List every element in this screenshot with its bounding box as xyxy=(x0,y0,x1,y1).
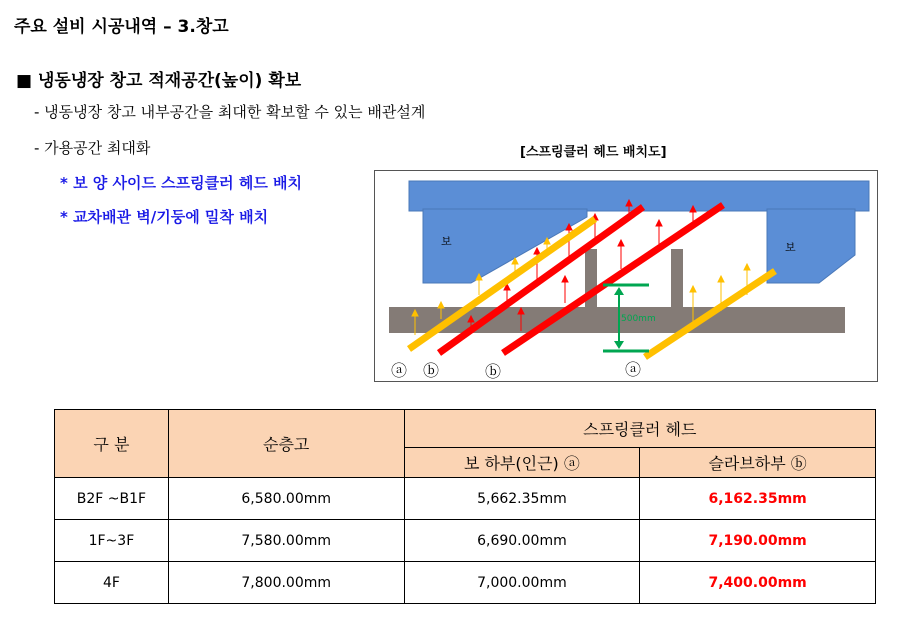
dimension-label: 500mm xyxy=(621,314,656,324)
table-row xyxy=(55,562,876,604)
header-sprinkler-head: 스프링클러 헤드 xyxy=(404,410,875,448)
marker-b-middle: ⓑ xyxy=(485,362,502,381)
cell-category: 4F xyxy=(55,562,169,604)
column xyxy=(671,249,683,309)
beam-label-left: 보 xyxy=(441,235,452,248)
cell-category: B2F ~B1F xyxy=(55,478,169,520)
page-title: 주요 설비 시공내역 – 3.창고 xyxy=(14,17,229,37)
marker-b-left: ⓑ xyxy=(423,361,440,380)
header-below-slab: 슬라브하부 ⓑ xyxy=(640,448,876,478)
diagram-caption: [스프링클러 헤드 배치도] xyxy=(520,145,667,160)
table-row xyxy=(55,520,876,562)
cell-net-height: 7,800.00mm xyxy=(168,562,404,604)
marker-a-right: ⓐ xyxy=(625,360,642,379)
bullet-item: - 냉동냉장 창고 내부공간을 최대한 확보할 수 있는 배관설계 xyxy=(34,103,426,121)
spec-table xyxy=(54,409,876,604)
cell-below-beam: 6,690.00mm xyxy=(404,520,640,562)
sprinkler-layout-diagram xyxy=(374,170,878,382)
header-net-height: 순층고 xyxy=(168,410,404,478)
cell-below-beam: 7,000.00mm xyxy=(404,562,640,604)
highlight-item: * 보 양 사이드 스프링클러 헤드 배치 xyxy=(60,174,303,192)
header-category: 구 분 xyxy=(55,410,169,478)
cell-net-height: 6,580.00mm xyxy=(168,478,404,520)
cell-category: 1F~3F xyxy=(55,520,169,562)
highlight-item: * 교차배관 벽/기둥에 밀착 배치 xyxy=(60,208,269,226)
beam-label-right: 보 xyxy=(785,241,796,254)
marker-a-left: ⓐ xyxy=(391,361,408,380)
diagram-svg xyxy=(375,171,877,381)
cell-below-slab: 7,190.00mm xyxy=(640,520,876,562)
cell-net-height: 7,580.00mm xyxy=(168,520,404,562)
section-heading: ■ 냉동냉장 창고 적재공간(높이) 확보 xyxy=(16,71,302,91)
cell-below-slab: 6,162.35mm xyxy=(640,478,876,520)
bullet-item: - 가용공간 최대화 xyxy=(34,139,151,157)
cell-below-slab: 7,400.00mm xyxy=(640,562,876,604)
slab xyxy=(389,307,845,333)
beam-right xyxy=(767,209,855,283)
cell-below-beam: 5,662.35mm xyxy=(404,478,640,520)
table-row xyxy=(55,478,876,520)
header-below-beam: 보 하부(인근) ⓐ xyxy=(404,448,640,478)
